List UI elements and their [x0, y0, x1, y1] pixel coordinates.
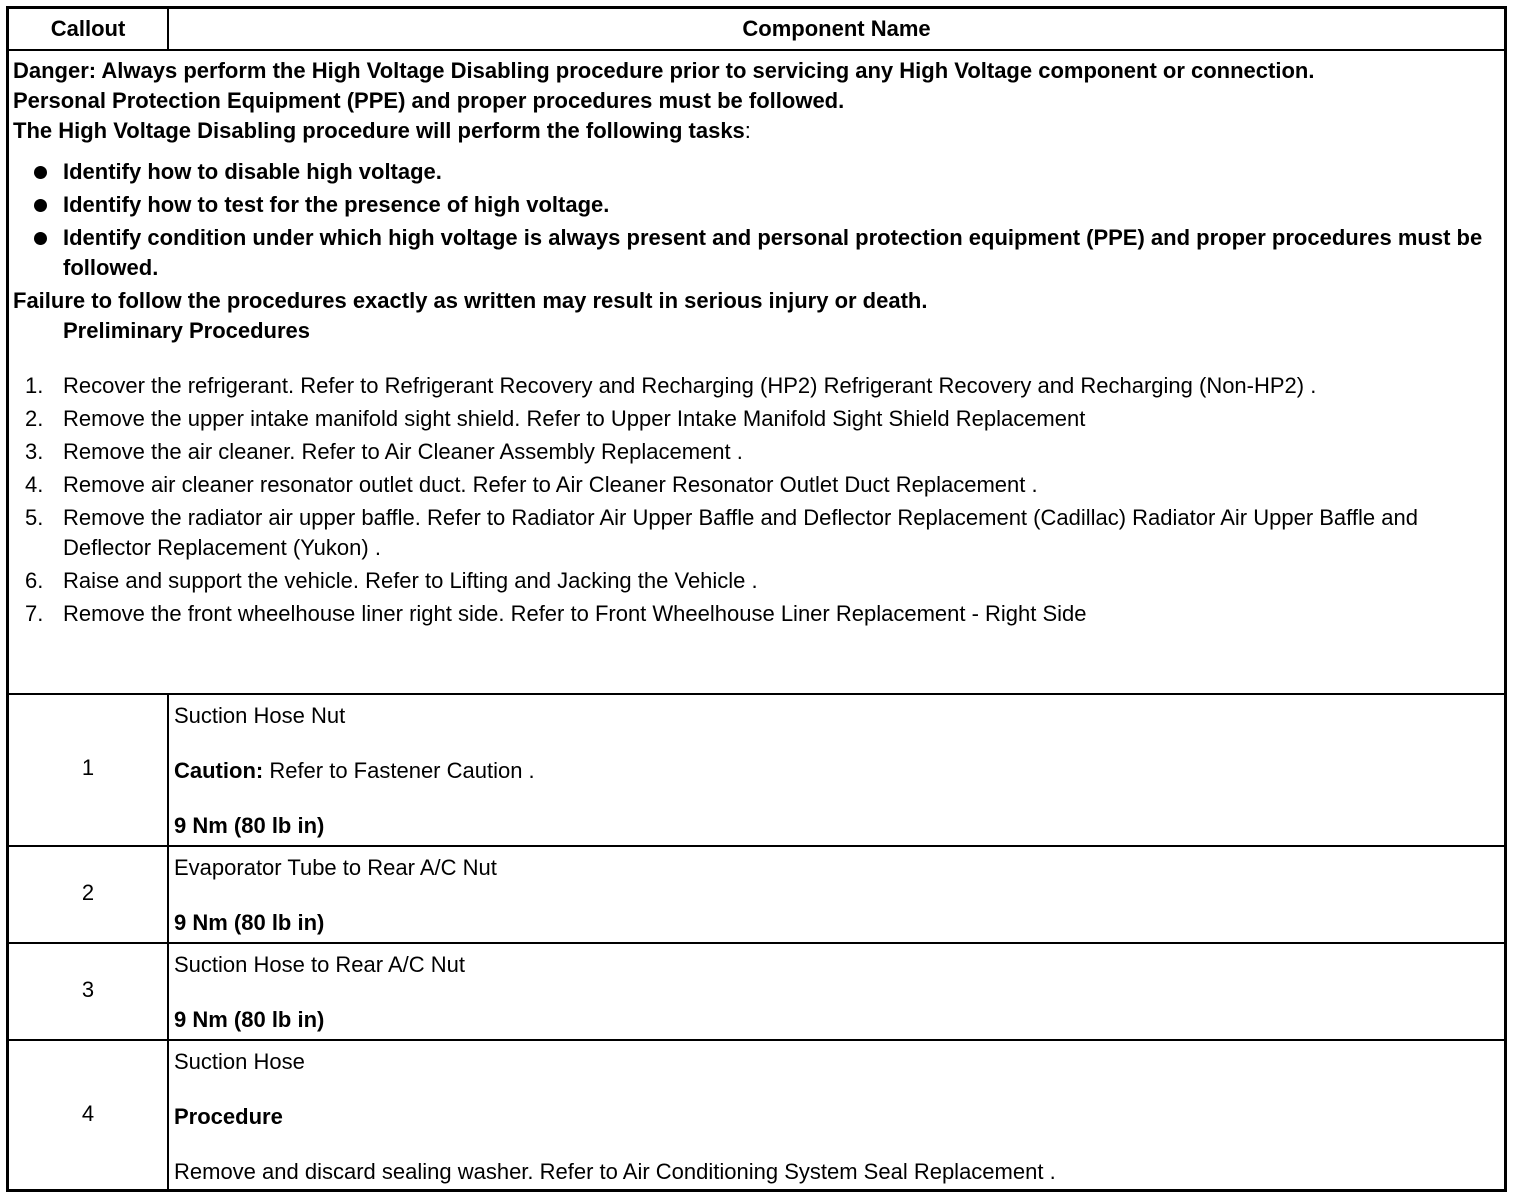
- callout-number: 4: [81, 1101, 95, 1126]
- callout-number: 3: [81, 977, 95, 1002]
- list-item: [13, 599, 1500, 629]
- list-item: [13, 371, 1500, 401]
- caution-label: Caution:: [174, 758, 264, 783]
- component-cell: [174, 1047, 1498, 1187]
- bullet-text: Identify how to disable high voltage.: [63, 159, 442, 184]
- step-number: 6.: [25, 568, 44, 593]
- step-number: 2.: [25, 406, 44, 431]
- component-name: Suction Hose: [174, 1049, 305, 1074]
- step-text: Remove the upper intake manifold sight shield. Refer to Upper Intake Manifold Sight Shield Replacement: [63, 406, 1086, 431]
- component-cell: [174, 950, 1498, 1035]
- component-name: Evaporator Tube to Rear A/C Nut: [174, 855, 497, 880]
- callout-number: 1: [81, 755, 95, 780]
- torque-spec: 9 Nm (80 lb in): [174, 910, 325, 935]
- service-table: [6, 6, 1507, 1192]
- caution-text: Refer to Fastener Caution .: [263, 758, 535, 783]
- preliminary-procedures-title: Preliminary Procedures: [63, 318, 311, 343]
- bullet-text: Identify condition under which high voltage is always present and personal protection equipment (PPE) and proper procedures must be followed.: [63, 225, 1483, 280]
- callout-number: 2: [81, 880, 95, 905]
- step-number: 7.: [25, 601, 44, 626]
- list-item: [13, 223, 1500, 283]
- danger-line-2: Personal Protection Equipment (PPE) and proper procedures must be followed.: [13, 88, 845, 113]
- list-item: [13, 566, 1500, 596]
- step-text: Remove the radiator air upper baffle. Refer to Radiator Air Upper Baffle and Deflector Replacement (Cadillac) Radiator Air Upper Baffle and Deflector Replacement (Yukon) .: [63, 505, 1418, 560]
- header-divider: [167, 9, 169, 49]
- list-item: [13, 404, 1500, 434]
- component-cell: [174, 853, 1498, 938]
- procedure-label: Procedure: [174, 1104, 283, 1129]
- component-name: Suction Hose Nut: [174, 703, 346, 728]
- task-bullet-list: [13, 157, 1500, 283]
- header-component-name: Component Name: [742, 16, 931, 41]
- tasks-colon: :: [744, 118, 751, 143]
- list-item: [13, 470, 1500, 500]
- torque-spec: 9 Nm (80 lb in): [174, 1007, 325, 1032]
- row-rule: [9, 942, 1504, 944]
- step-text: Remove the air cleaner. Refer to Air Cleaner Assembly Replacement .: [63, 439, 743, 464]
- preliminary-steps-list: [13, 371, 1500, 629]
- step-text: Raise and support the vehicle. Refer to Lifting and Jacking the Vehicle .: [63, 568, 758, 593]
- bullet-dot-icon: [34, 232, 47, 245]
- step-number: 1.: [25, 373, 44, 398]
- row-rule: [9, 845, 1504, 847]
- header-callout: Callout: [50, 16, 126, 41]
- row-rule: [9, 1039, 1504, 1041]
- step-text: Remove the front wheelhouse liner right side. Refer to Front Wheelhouse Liner Replacement - Right Side: [63, 601, 1087, 626]
- caution-line: [174, 756, 1498, 786]
- list-item: [13, 503, 1500, 563]
- procedure-text: Remove and discard sealing washer. Refer to Air Conditioning System Seal Replacement .: [174, 1159, 1056, 1184]
- step-text: Recover the refrigerant. Refer to Refrigerant Recovery and Recharging (HP2) Refrigerant Recovery and Recharging (Non-HP2) .: [63, 373, 1317, 398]
- danger-line-1: Danger: Always perform the High Voltage Disabling procedure prior to servicing any High Voltage component or connection.: [13, 58, 1315, 83]
- step-number: 4.: [25, 472, 44, 497]
- component-cell: [174, 701, 1498, 841]
- danger-section: [13, 56, 1500, 632]
- step-number: 5.: [25, 505, 44, 530]
- component-name: Suction Hose to Rear A/C Nut: [174, 952, 466, 977]
- callout-column-divider: [167, 693, 169, 1189]
- failure-warning: Failure to follow the procedures exactly as written may result in serious injury or death.: [13, 288, 928, 313]
- bullet-dot-icon: [34, 166, 47, 179]
- torque-spec: 9 Nm (80 lb in): [174, 813, 325, 838]
- step-number: 3.: [25, 439, 44, 464]
- list-item: [13, 157, 1500, 187]
- list-item: [13, 190, 1500, 220]
- step-text: Remove air cleaner resonator outlet duct. Refer to Air Cleaner Resonator Outlet Duct Replacement .: [63, 472, 1038, 497]
- tasks-lead: The High Voltage Disabling procedure will perform the following tasks: [13, 118, 745, 143]
- bullet-text: Identify how to test for the presence of high voltage.: [63, 192, 610, 217]
- list-item: [13, 437, 1500, 467]
- header-rule: [9, 49, 1504, 51]
- bullet-dot-icon: [34, 199, 47, 212]
- tasks-lead-line: [13, 116, 1500, 146]
- intro-rule: [9, 693, 1504, 695]
